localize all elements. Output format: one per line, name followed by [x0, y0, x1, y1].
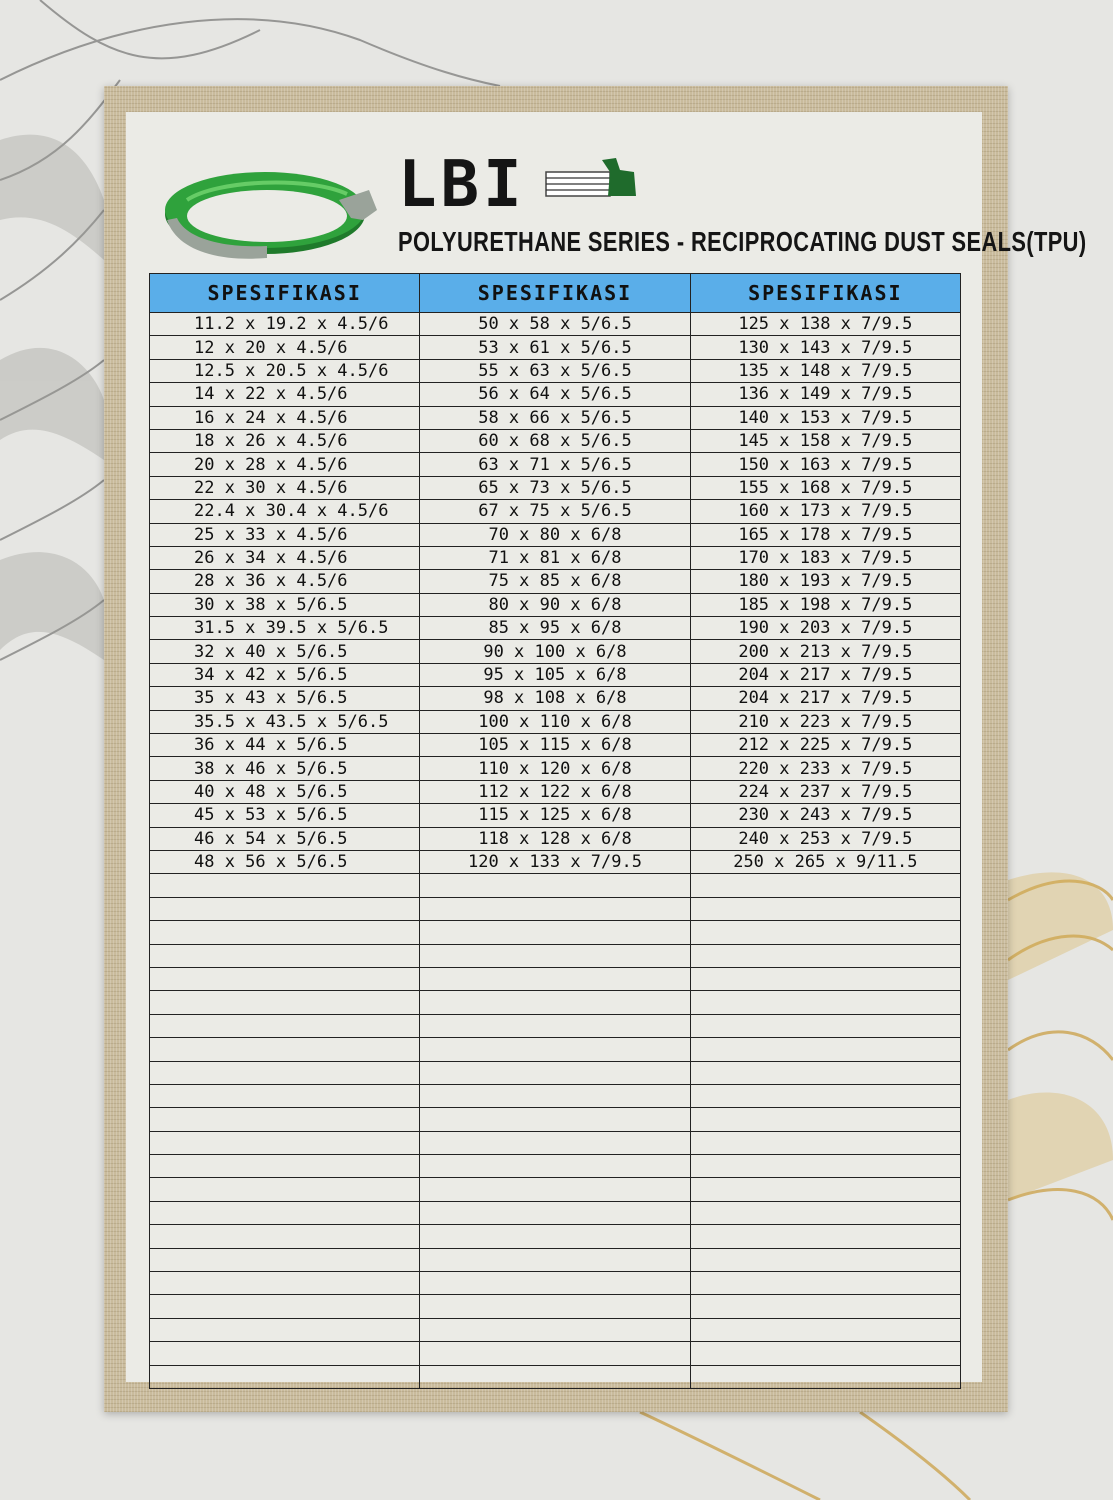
spec-cell [420, 1365, 690, 1388]
table-row [150, 523, 961, 546]
table-row [150, 1108, 961, 1131]
table-row [150, 921, 961, 944]
spec-cell [420, 1318, 690, 1341]
spec-cell [150, 1365, 420, 1388]
spec-cell [150, 1084, 420, 1107]
spec-cell: 20 x 28 x 4.5/6 [150, 453, 420, 476]
green-seal-ring-icon [157, 160, 379, 262]
spec-cell: 150 x 163 x 7/9.5 [690, 453, 960, 476]
table-row [150, 991, 961, 1014]
spec-cell [420, 944, 690, 967]
spec-cell: 160 x 173 x 7/9.5 [690, 500, 960, 523]
spec-cell [150, 1155, 420, 1178]
table-row [150, 804, 961, 827]
spec-cell [420, 921, 690, 944]
table-row [150, 1178, 961, 1201]
spec-cell [420, 1131, 690, 1154]
spec-cell [150, 944, 420, 967]
spec-cell [420, 991, 690, 1014]
spec-cell: 118 x 128 x 6/8 [420, 827, 690, 850]
table-row [150, 546, 961, 569]
spec-cell [150, 1248, 420, 1271]
spec-cell: 58 x 66 x 5/6.5 [420, 406, 690, 429]
spec-cell [150, 1225, 420, 1248]
table-row [150, 663, 961, 686]
spec-cell: 30 x 38 x 5/6.5 [150, 593, 420, 616]
spec-cell [150, 1038, 420, 1061]
spec-cell: 32 x 40 x 5/6.5 [150, 640, 420, 663]
spec-cell [690, 1318, 960, 1341]
spec-cell: 105 x 115 x 6/8 [420, 734, 690, 757]
spec-cell [690, 921, 960, 944]
spec-cell [420, 1178, 690, 1201]
table-row [150, 570, 961, 593]
spec-cell: 46 x 54 x 5/6.5 [150, 827, 420, 850]
spec-cell [690, 1225, 960, 1248]
spec-cell [150, 1272, 420, 1295]
spec-cell: 165 x 178 x 7/9.5 [690, 523, 960, 546]
spec-cell: 63 x 71 x 5/6.5 [420, 453, 690, 476]
spec-cell: 35.5 x 43.5 x 5/6.5 [150, 710, 420, 733]
spec-cell: 112 x 122 x 6/8 [420, 780, 690, 803]
spec-cell: 110 x 120 x 6/8 [420, 757, 690, 780]
spec-cell [150, 991, 420, 1014]
spec-cell [150, 1061, 420, 1084]
spec-cell: 67 x 75 x 5/6.5 [420, 500, 690, 523]
table-row [150, 897, 961, 920]
table-row [150, 1155, 961, 1178]
spec-cell: 55 x 63 x 5/6.5 [420, 359, 690, 382]
spec-cell [420, 1342, 690, 1365]
spec-cell: 220 x 233 x 7/9.5 [690, 757, 960, 780]
spec-cell [690, 1295, 960, 1318]
spec-cell: 25 x 33 x 4.5/6 [150, 523, 420, 546]
table-row [150, 500, 961, 523]
spec-cell: 98 x 108 x 6/8 [420, 687, 690, 710]
spec-cell: 31.5 x 39.5 x 5/6.5 [150, 617, 420, 640]
spec-cell [150, 897, 420, 920]
table-row [150, 944, 961, 967]
spec-cell [690, 1084, 960, 1107]
spec-cell: 11.2 x 19.2 x 4.5/6 [150, 313, 420, 336]
spec-cell: 136 x 149 x 7/9.5 [690, 383, 960, 406]
table-row [150, 1295, 961, 1318]
spec-cell: 60 x 68 x 5/6.5 [420, 429, 690, 452]
spec-cell: 12.5 x 20.5 x 4.5/6 [150, 359, 420, 382]
spec-cell: 170 x 183 x 7/9.5 [690, 546, 960, 569]
table-row [150, 757, 961, 780]
table-row [150, 476, 961, 499]
spec-cell [690, 944, 960, 967]
table-row [150, 710, 961, 733]
spec-cell: 71 x 81 x 6/8 [420, 546, 690, 569]
spec-cell [420, 1295, 690, 1318]
spec-cell: 50 x 58 x 5/6.5 [420, 313, 690, 336]
table-row [150, 1272, 961, 1295]
table-body [150, 313, 961, 1389]
spec-cell: 53 x 61 x 5/6.5 [420, 336, 690, 359]
spec-cell: 125 x 138 x 7/9.5 [690, 313, 960, 336]
table-row [150, 1365, 961, 1388]
spec-cell [690, 991, 960, 1014]
specification-table [149, 273, 961, 1389]
spec-cell [690, 1272, 960, 1295]
spec-cell: 95 x 105 x 6/8 [420, 663, 690, 686]
spec-cell: 115 x 125 x 6/8 [420, 804, 690, 827]
table-row [150, 313, 961, 336]
table-row [150, 1201, 961, 1224]
spec-cell: 34 x 42 x 5/6.5 [150, 663, 420, 686]
spec-cell: 250 x 265 x 9/11.5 [690, 850, 960, 873]
table-row [150, 359, 961, 382]
table-row [150, 593, 961, 616]
spec-cell: 28 x 36 x 4.5/6 [150, 570, 420, 593]
spec-cell: 80 x 90 x 6/8 [420, 593, 690, 616]
spec-cell: 224 x 237 x 7/9.5 [690, 780, 960, 803]
spec-cell [420, 1225, 690, 1248]
spec-cell: 210 x 223 x 7/9.5 [690, 710, 960, 733]
spec-cell [420, 1108, 690, 1131]
table-row [150, 1131, 961, 1154]
spec-cell [420, 967, 690, 990]
table-row [150, 406, 961, 429]
spec-cell [690, 1038, 960, 1061]
column-header: SPESIFIKASI [420, 274, 690, 313]
table-row [150, 850, 961, 873]
spec-cell [690, 1365, 960, 1388]
spec-cell [690, 1248, 960, 1271]
spec-cell [150, 1342, 420, 1365]
spec-cell: 212 x 225 x 7/9.5 [690, 734, 960, 757]
spec-cell [690, 967, 960, 990]
table-row [150, 1248, 961, 1271]
table-row [150, 1084, 961, 1107]
spec-cell: 65 x 73 x 5/6.5 [420, 476, 690, 499]
spec-cell: 185 x 198 x 7/9.5 [690, 593, 960, 616]
spec-cell [150, 1295, 420, 1318]
table-row [150, 1318, 961, 1341]
table-row [150, 1225, 961, 1248]
spec-cell: 45 x 53 x 5/6.5 [150, 804, 420, 827]
spec-cell [150, 1108, 420, 1131]
table-row [150, 336, 961, 359]
spec-cell [420, 1014, 690, 1037]
spec-cell: 180 x 193 x 7/9.5 [690, 570, 960, 593]
table-row [150, 827, 961, 850]
spec-cell [420, 897, 690, 920]
spec-cell [690, 1178, 960, 1201]
spec-cell [150, 1318, 420, 1341]
spec-cell: 38 x 46 x 5/6.5 [150, 757, 420, 780]
table-row [150, 1061, 961, 1084]
spec-cell [690, 897, 960, 920]
spec-cell [420, 1061, 690, 1084]
brand-logo-text: LBI [398, 148, 526, 222]
table-row [150, 640, 961, 663]
spec-cell: 130 x 143 x 7/9.5 [690, 336, 960, 359]
table-row [150, 734, 961, 757]
spec-cell [150, 967, 420, 990]
spec-cell: 40 x 48 x 5/6.5 [150, 780, 420, 803]
column-header: SPESIFIKASI [150, 274, 420, 313]
spec-cell: 120 x 133 x 7/9.5 [420, 850, 690, 873]
spec-cell: 26 x 34 x 4.5/6 [150, 546, 420, 569]
spec-cell: 90 x 100 x 6/8 [420, 640, 690, 663]
spec-cell: 200 x 213 x 7/9.5 [690, 640, 960, 663]
table-row [150, 383, 961, 406]
spec-cell [420, 1201, 690, 1224]
table-row [150, 780, 961, 803]
table-header-row [150, 274, 961, 313]
spec-cell [150, 921, 420, 944]
spec-cell: 230 x 243 x 7/9.5 [690, 804, 960, 827]
column-header: SPESIFIKASI [690, 274, 960, 313]
spec-cell: 16 x 24 x 4.5/6 [150, 406, 420, 429]
table-row [150, 687, 961, 710]
spec-cell [690, 1155, 960, 1178]
spec-cell: 22 x 30 x 4.5/6 [150, 476, 420, 499]
table-row [150, 1014, 961, 1037]
spec-cell [150, 1014, 420, 1037]
spec-cell [420, 1155, 690, 1178]
spec-cell: 75 x 85 x 6/8 [420, 570, 690, 593]
spec-cell [420, 1038, 690, 1061]
spec-cell [420, 874, 690, 897]
spec-cell [690, 1108, 960, 1131]
spec-cell: 22.4 x 30.4 x 4.5/6 [150, 500, 420, 523]
spec-cell [420, 1248, 690, 1271]
spec-cell [420, 1084, 690, 1107]
spec-cell: 135 x 148 x 7/9.5 [690, 359, 960, 382]
spec-cell: 140 x 153 x 7/9.5 [690, 406, 960, 429]
spec-cell [690, 1061, 960, 1084]
series-subtitle: POLYURETHANE SERIES - RECIPROCATING DUST SEALS(TPU) [398, 226, 1087, 257]
spec-cell [690, 1342, 960, 1365]
spec-cell: 85 x 95 x 6/8 [420, 617, 690, 640]
spec-cell [690, 1201, 960, 1224]
spec-cell [150, 1201, 420, 1224]
spec-cell: 155 x 168 x 7/9.5 [690, 476, 960, 499]
spec-cell: 14 x 22 x 4.5/6 [150, 383, 420, 406]
table-row [150, 617, 961, 640]
spec-cell [690, 1131, 960, 1154]
spec-cell: 35 x 43 x 5/6.5 [150, 687, 420, 710]
table-row [150, 1038, 961, 1061]
spec-cell: 100 x 110 x 6/8 [420, 710, 690, 733]
table-row [150, 1342, 961, 1365]
spec-cell: 240 x 253 x 7/9.5 [690, 827, 960, 850]
spec-cell [420, 1272, 690, 1295]
spec-cell [690, 874, 960, 897]
spec-cell: 190 x 203 x 7/9.5 [690, 617, 960, 640]
spec-cell: 12 x 20 x 4.5/6 [150, 336, 420, 359]
table-row [150, 429, 961, 452]
spec-cell: 145 x 158 x 7/9.5 [690, 429, 960, 452]
spec-cell: 18 x 26 x 4.5/6 [150, 429, 420, 452]
spec-cell: 48 x 56 x 5/6.5 [150, 850, 420, 873]
spec-cell: 70 x 80 x 6/8 [420, 523, 690, 546]
spec-cell [150, 874, 420, 897]
seal-profile-icon [544, 156, 640, 202]
spec-cell [150, 1131, 420, 1154]
spec-cell [150, 1178, 420, 1201]
spec-cell: 36 x 44 x 5/6.5 [150, 734, 420, 757]
table-row [150, 967, 961, 990]
spec-cell: 56 x 64 x 5/6.5 [420, 383, 690, 406]
spec-cell: 204 x 217 x 7/9.5 [690, 663, 960, 686]
spec-cell: 204 x 217 x 7/9.5 [690, 687, 960, 710]
table-row [150, 453, 961, 476]
spec-cell [690, 1014, 960, 1037]
table-row [150, 874, 961, 897]
